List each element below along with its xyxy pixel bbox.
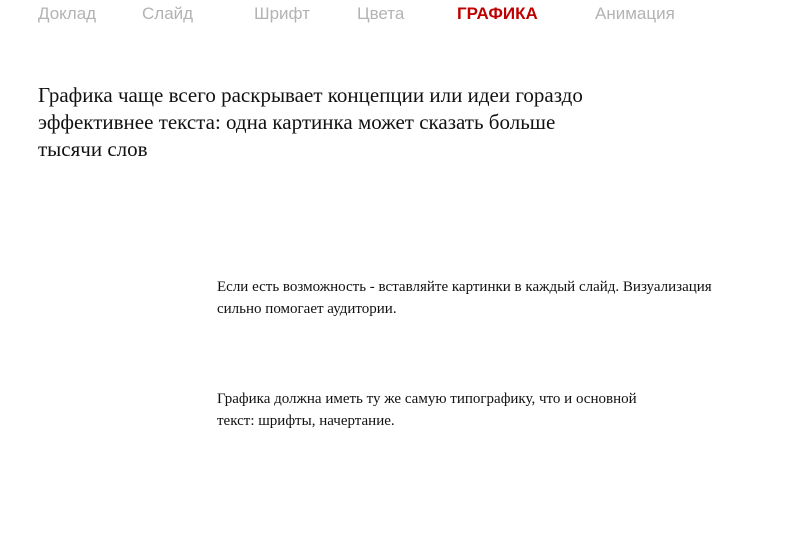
nav-item-tsveta[interactable]: Цвета: [357, 4, 405, 23]
headline-line: Графика чаще всего раскрывает концепции или идеи гораздо: [38, 83, 583, 107]
paragraph-line: Если есть возможность - вставляйте картинки в каждый слайд. Визуализация: [217, 279, 712, 295]
nav-item-doklad[interactable]: Доклад: [38, 4, 97, 23]
paragraph-line: сильно помогает аудитории.: [217, 301, 397, 317]
paragraph-line: текст: шрифты, начертание.: [217, 413, 395, 429]
paragraph-typography: [217, 388, 637, 432]
nav-item-grafika[interactable]: ГРАФИКА: [457, 4, 538, 23]
headline-line: тысячи слов: [38, 137, 148, 161]
paragraph-visualization: [217, 276, 712, 320]
headline-line: эффективнее текста: одна картинка может сказать больше: [38, 110, 556, 134]
nav-item-animatsiya[interactable]: Анимация: [595, 4, 675, 23]
slide-headline: [38, 82, 698, 163]
paragraph-line: Графика должна иметь ту же самую типографику, что и основной: [217, 391, 637, 407]
nav-item-slayd[interactable]: Слайд: [142, 4, 194, 23]
top-navigation: [0, 0, 800, 30]
nav-item-shrift[interactable]: Шрифт: [254, 4, 310, 23]
